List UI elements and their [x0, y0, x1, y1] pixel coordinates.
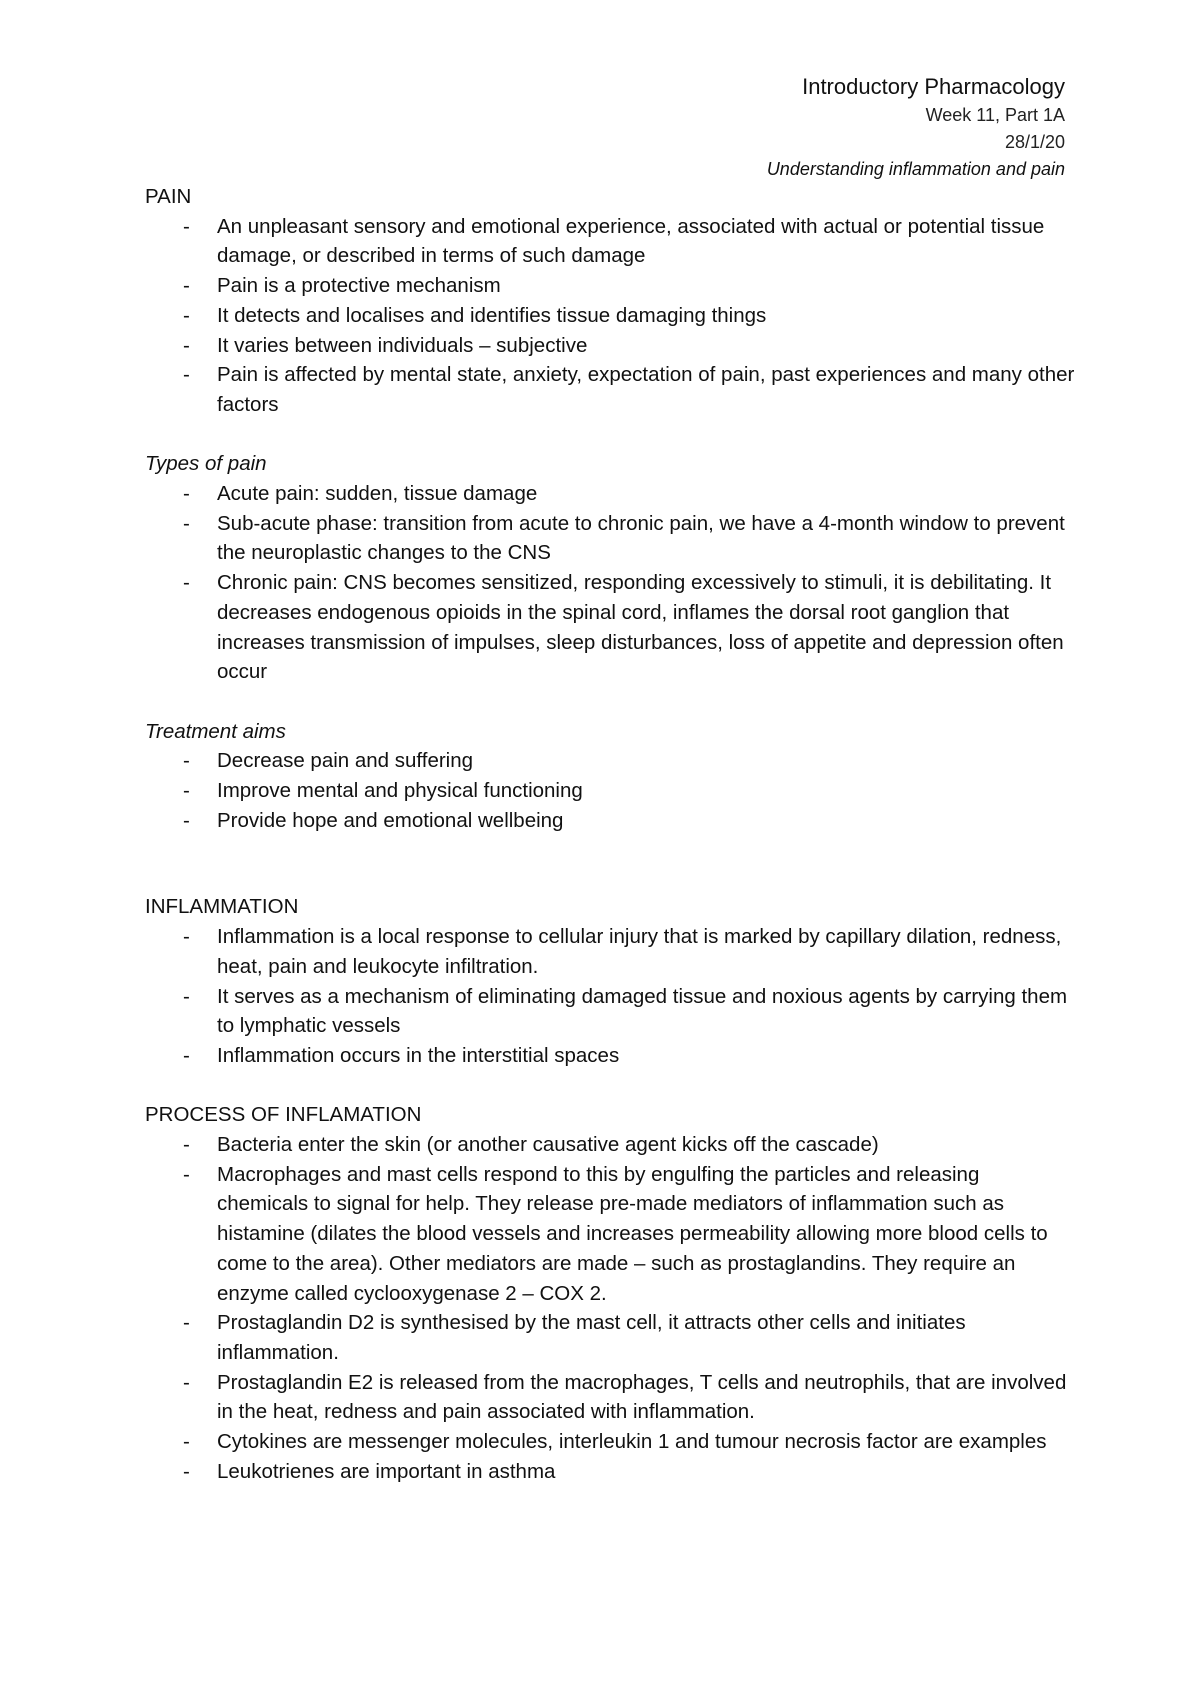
list-item	[145, 922, 1075, 981]
spacer	[145, 1071, 1075, 1101]
list-item-text: Prostaglandin E2 is released from the macrophages, T cells and neutrophils, that are involved in the heat, redness and pain associated with inflammation.	[217, 1370, 1067, 1424]
list-item-text: Cytokines are messenger molecules, interleukin 1 and tumour necrosis factor are examples	[217, 1430, 1047, 1454]
list-item-text: Sub-acute phase: transition from acute to chronic pain, we have a 4-month window to prevent the neuroplastic changes to the CNS	[217, 511, 1065, 565]
list-item-text: Inflammation is a local response to cellular injury that is marked by capillary dilation, redness, heat, pain and leukocyte infiltration.	[217, 925, 1062, 978]
bullet-dash: -	[183, 984, 190, 1008]
bullet-dash: -	[183, 1430, 190, 1454]
list-item-text: An unpleasant sensory and emotional experience, associated with actual or potential tissue damage, or described in terms of such damage	[217, 214, 1045, 268]
list-item	[145, 1427, 1075, 1457]
list-item	[145, 776, 1075, 806]
bullet-dash: -	[183, 214, 190, 238]
document-header	[767, 72, 1065, 183]
pain-heading: PAIN	[145, 185, 192, 208]
list-item	[145, 331, 1075, 361]
bullet-dash: -	[183, 779, 190, 803]
list-item	[145, 1457, 1075, 1487]
list-item	[145, 806, 1075, 836]
list-item-text: Pain is affected by mental state, anxiety, expectation of pain, past experiences and many other factors	[217, 363, 1075, 416]
list-item	[145, 1130, 1075, 1160]
list-item-text: Pain is a protective mechanism	[217, 274, 501, 298]
bullet-dash: -	[183, 511, 190, 535]
bullet-dash: -	[183, 333, 190, 357]
course-title: Introductory Pharmacology	[802, 74, 1065, 99]
process-list	[145, 1130, 1075, 1486]
treatment-aims-list	[145, 746, 1075, 835]
bullet-dash: -	[183, 274, 190, 298]
bullet-dash: -	[183, 1043, 190, 1067]
list-item-text: It varies between individuals – subjective	[217, 333, 588, 357]
bullet-dash: -	[183, 1370, 190, 1394]
week-label: Week 11, Part 1A	[925, 105, 1065, 125]
bullet-dash: -	[183, 749, 190, 773]
date-label: 28/1/20	[1004, 132, 1065, 152]
list-item	[145, 479, 1075, 509]
bullet-dash: -	[183, 482, 190, 506]
list-item-text: Decrease pain and suffering	[217, 749, 474, 773]
list-item	[145, 746, 1075, 776]
list-item-text: It detects and localises and identifies tissue damaging things	[217, 303, 767, 327]
list-item	[145, 212, 1075, 271]
list-item	[145, 568, 1075, 687]
list-item-text: Bacteria enter the skin (or another causative agent kicks off the cascade)	[217, 1133, 879, 1157]
list-item-text: Macrophages and mast cells respond to this by engulfing the particles and releasing chemicals to signal for help. They release pre-made mediators of inflammation such as histamine (dilates the blood vessels and increases permeability allowing more blood cells to come to the area). Other mediators are made – such as prostaglandins. They require an enzyme called cyclooxygenase 2 – COX 2.	[217, 1162, 1048, 1305]
spacer	[145, 687, 1075, 717]
types-of-pain-heading: Types of pain	[145, 452, 267, 476]
list-item-text: Inflammation occurs in the interstitial spaces	[217, 1043, 620, 1067]
bullet-dash: -	[183, 1133, 190, 1157]
bullet-dash: -	[183, 808, 190, 832]
list-item	[145, 982, 1075, 1041]
process-heading: PROCESS OF INFLAMATION	[145, 1103, 422, 1127]
list-item	[145, 1368, 1075, 1427]
document-body	[145, 182, 1075, 1486]
bullet-dash: -	[183, 363, 190, 387]
bullet-dash: -	[183, 571, 190, 595]
treatment-aims-heading: Treatment aims	[145, 719, 286, 743]
list-item	[145, 509, 1075, 568]
list-item-text: Leukotrienes are important in asthma	[217, 1459, 556, 1483]
list-item	[145, 301, 1075, 331]
types-of-pain-list	[145, 479, 1075, 687]
list-item	[145, 271, 1075, 301]
bullet-dash: -	[183, 1459, 190, 1483]
bullet-dash: -	[183, 1311, 190, 1335]
spacer	[145, 420, 1075, 450]
list-item	[145, 360, 1075, 419]
bullet-dash: -	[183, 1162, 190, 1186]
list-item-text: It serves as a mechanism of eliminating damaged tissue and noxious agents by carrying them to lymphatic vessels	[217, 984, 1068, 1038]
spacer	[145, 835, 1075, 892]
list-item-text: Provide hope and emotional wellbeing	[217, 808, 564, 832]
bullet-dash: -	[183, 925, 190, 949]
list-item-text: Improve mental and physical functioning	[217, 779, 583, 803]
list-item	[145, 1308, 1075, 1367]
list-item	[145, 1041, 1075, 1071]
list-item-text: Prostaglandin D2 is synthesised by the mast cell, it attracts other cells and initiates inflammation.	[217, 1311, 966, 1364]
list-item-text: Chronic pain: CNS becomes sensitized, responding excessively to stimuli, it is debilitating. It decreases endogenous opioids in the spinal cord, inflames the dorsal root ganglion that increases transmission of impulses, sleep disturbances, loss of appetite and depression often occur	[217, 571, 1064, 684]
bullet-dash: -	[183, 303, 190, 327]
pain-list	[145, 212, 1075, 420]
list-item-text: Acute pain: sudden, tissue damage	[217, 482, 538, 506]
inflammation-heading: INFLAMMATION	[145, 895, 299, 919]
list-item	[145, 1160, 1075, 1309]
topic-label: Understanding inflammation and pain	[766, 159, 1065, 179]
inflammation-list	[145, 922, 1075, 1071]
